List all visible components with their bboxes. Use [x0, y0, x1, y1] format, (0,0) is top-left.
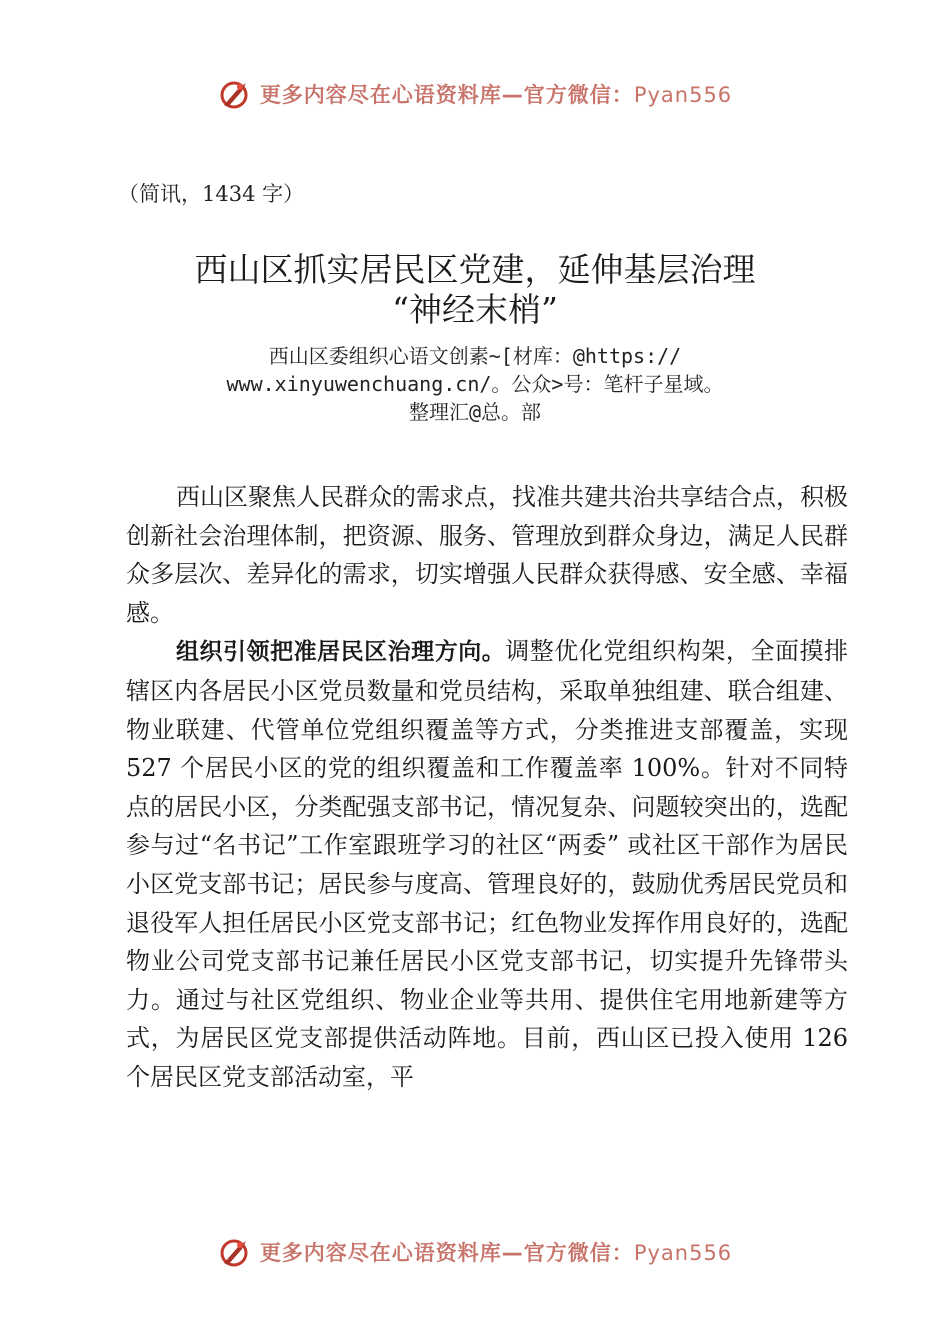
- header-banner: [0, 74, 950, 114]
- paragraph-1: 西山区聚焦人民群众的需求点，找准共建共治共享结合点，积极创新社会治理体制，把资源、服务、管理放到群众身边，满足人民群众多层次、差异化的需求，切实增强人民群众获得感、安全感、幸福感。: [126, 483, 848, 627]
- banner-text: 更多内容尽在心语资料库—官方微信：Pyan556: [259, 1241, 733, 1265]
- paragraph-2: [126, 632, 848, 1096]
- brush-logo-icon: [218, 77, 252, 111]
- author-line2: www.xinyuwenchuang.cn/。公众>号：笔杆子星域。: [226, 372, 724, 396]
- banner-wechat-id: Pyan556: [633, 83, 733, 107]
- article-body: [126, 478, 848, 1097]
- brush-logo-icon: [218, 1235, 252, 1269]
- article-note: （简讯，1434 字）: [118, 182, 305, 206]
- author-line3: 整理汇@总。部: [408, 400, 542, 424]
- author-line1: 西山区委组织心语文创素~[材库：@https://: [268, 344, 682, 368]
- article-title-line2: “神经末梢”: [392, 290, 558, 329]
- banner-wechat-id: Pyan556: [633, 1241, 733, 1265]
- paragraph-2-lead: 组织引领把准居民区治理方向。: [176, 639, 506, 666]
- footer-banner: [0, 1232, 950, 1272]
- article-title-line1: 西山区抓实居民区党建，延伸基层治理: [194, 250, 756, 289]
- banner-text: 更多内容尽在心语资料库—官方微信：Pyan556: [259, 83, 733, 107]
- paragraph-2-body: 调整优化党组织构架，全面摸排辖区内各居民小区党员数量和党员结构，采取单独组建、联合组建、物业联建、代管单位党组织覆盖等方式，分类推进支部覆盖，实现 527 个居民小区的党的组织覆盖和工作覆盖率 100%。针对不同特点的居民小区，分类配强支部书记，情况复杂、问题较突出的，选配参与过“名书记”工作室跟班学习的社区“两委” 或社区干部作为居民小区党支部书记；居民参与度高、管理良好的，鼓励优秀居民党员和退役军人担任居民小区党支部书记；红色物业发挥作用良好的，选配物业公司党支部书记兼任居民小区党支部书记，切实提升先锋带头力。通过与社区党组织、物业企业等共用、提供住宅用地新建等方式，为居民区党支部提供活动阵地。目前，西山区已投入使用 126 个居民区党支部活动室，平: [126, 637, 849, 1091]
